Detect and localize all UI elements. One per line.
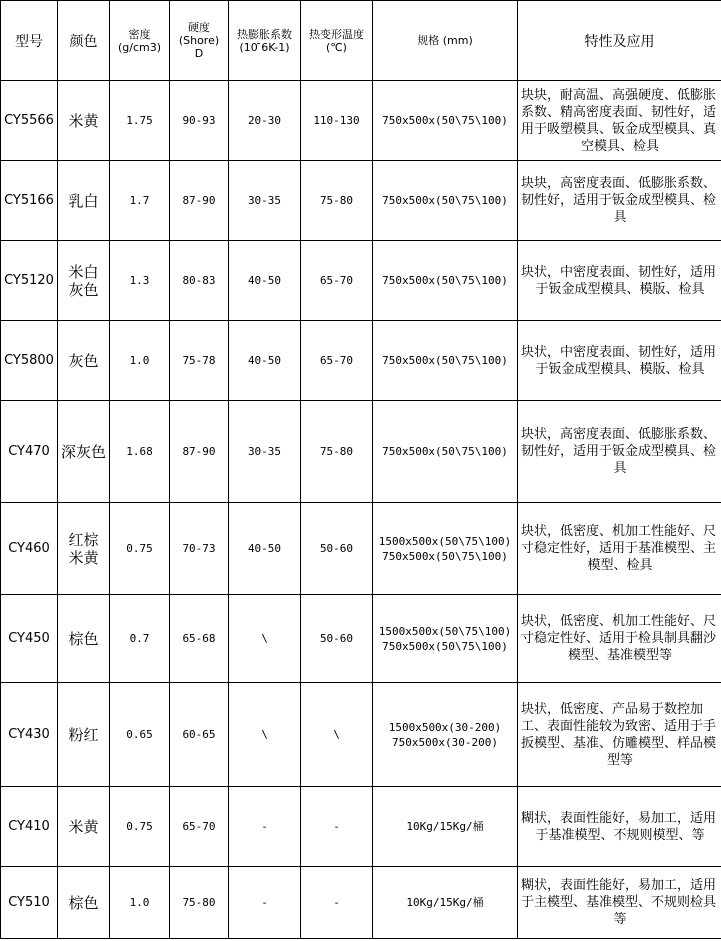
cell-model: CY5120 xyxy=(1,241,58,321)
header-hardness xyxy=(170,1,229,81)
cell-model: CY450 xyxy=(1,595,58,683)
header-deform-label: 热变形温度 xyxy=(309,27,364,41)
header-density-label: 密度 xyxy=(128,27,151,41)
cell-deform: 50-60 xyxy=(301,595,373,683)
cell-spec-line: 750x500x(50\75\100) xyxy=(382,445,508,458)
cell-spec-line: 10Kg/15Kg/桶 xyxy=(406,896,484,909)
table-row xyxy=(1,595,721,683)
cell-spec xyxy=(373,683,518,787)
cell-deform: 50-60 xyxy=(301,503,373,595)
cell-hardness: 70-73 xyxy=(170,503,229,595)
cell-density: 1.75 xyxy=(110,81,170,161)
cell-color xyxy=(58,787,110,867)
cell-deform: - xyxy=(301,867,373,939)
cell-spec xyxy=(373,321,518,401)
table-row xyxy=(1,683,721,787)
cell-hardness: 80-83 xyxy=(170,241,229,321)
cell-features: 块状，低密度、产品易于数控加工、表面性能较为致密、适用于手扳模型、基准、仿雕模型、样品模型等 xyxy=(518,683,721,787)
cell-features: 块块，耐高温、高强硬度、低膨胀系数、精高密度表面、韧性好，适用于吸塑模具、钣金成型模具、真空模具、检具 xyxy=(518,81,721,161)
cell-deform: 75-80 xyxy=(301,401,373,503)
cell-hardness: 60-65 xyxy=(170,683,229,787)
cell-expansion: 40-50 xyxy=(229,503,301,595)
cell-color-line: 米白 xyxy=(68,262,99,281)
cell-hardness: 65-70 xyxy=(170,787,229,867)
header-expansion-label: 热膨胀系数 xyxy=(237,27,292,41)
cell-spec-line: 750x500x(30-200) xyxy=(392,735,498,749)
cell-density: 1.0 xyxy=(110,321,170,401)
cell-expansion: 40-50 xyxy=(229,241,301,321)
cell-spec-line: 1500x500x(30-200) xyxy=(388,720,502,734)
cell-spec-line: 1500x500x(50\75\100) xyxy=(378,534,512,548)
cell-spec-line: 750x500x(50\75\100) xyxy=(382,274,508,287)
header-hardness-unit: (Shore) xyxy=(178,34,220,47)
table-row xyxy=(1,867,721,939)
cell-features: 块状，低密度、机加工性能好、尺寸稳定性好、适用于检具制具翻沙模型、基准模型等 xyxy=(518,595,721,683)
cell-features: 糊状，表面性能好，易加工，适用于基准模型、不规则模型、等 xyxy=(518,787,721,867)
cell-hardness: 75-80 xyxy=(170,867,229,939)
header-spec: 规格 (mm) xyxy=(373,1,518,81)
cell-color-line: 乳白 xyxy=(68,191,99,210)
table-row xyxy=(1,241,721,321)
cell-features: 块状，高密度表面、低膨胀系数、韧性好，适用于钣金成型模具、检具 xyxy=(518,401,721,503)
cell-model: CY460 xyxy=(1,503,58,595)
header-expansion-unit: (10 ̄6K-1) xyxy=(239,40,290,54)
cell-color-line: 米黄 xyxy=(68,111,99,130)
header-row xyxy=(1,1,721,81)
cell-density: 1.3 xyxy=(110,241,170,321)
header-deform-unit: (℃) xyxy=(326,40,347,54)
cell-hardness: 90-93 xyxy=(170,81,229,161)
cell-expansion: 20-30 xyxy=(229,81,301,161)
header-density xyxy=(110,1,170,81)
table-body xyxy=(1,81,721,939)
cell-deform: 65-70 xyxy=(301,321,373,401)
table-row xyxy=(1,321,721,401)
header-density-unit: (g/cm3) xyxy=(117,40,162,54)
cell-model: CY5800 xyxy=(1,321,58,401)
header-model: 型号 xyxy=(1,1,58,81)
cell-spec-line: 750x500x(50\75\100) xyxy=(382,354,508,367)
cell-hardness: 87-90 xyxy=(170,161,229,241)
cell-expansion: - xyxy=(229,787,301,867)
cell-color xyxy=(58,595,110,683)
cell-color-line: 红棕 xyxy=(68,530,99,549)
cell-deform: \ xyxy=(301,683,373,787)
cell-color xyxy=(58,867,110,939)
cell-spec-line: 750x500x(50\75\100) xyxy=(382,194,508,207)
cell-color xyxy=(58,683,110,787)
cell-features: 糊状，表面性能好，易加工，适用于主模型、基准模型、不规则检具等 xyxy=(518,867,721,939)
cell-expansion: \ xyxy=(229,595,301,683)
cell-color-line: 棕色 xyxy=(68,893,99,912)
cell-hardness: 75-78 xyxy=(170,321,229,401)
cell-color xyxy=(58,241,110,321)
cell-spec-line: 10Kg/15Kg/桶 xyxy=(406,820,484,833)
cell-color-line: 粉红 xyxy=(68,725,99,744)
cell-expansion: 30-35 xyxy=(229,161,301,241)
header-deform xyxy=(301,1,373,81)
cell-color xyxy=(58,81,110,161)
cell-expansion: - xyxy=(229,867,301,939)
cell-color-line: 灰色 xyxy=(68,280,99,299)
cell-color xyxy=(58,503,110,595)
cell-color-line: 棕色 xyxy=(68,629,99,648)
cell-spec xyxy=(373,401,518,503)
cell-model: CY5166 xyxy=(1,161,58,241)
cell-density: 1.0 xyxy=(110,867,170,939)
cell-deform: 110-130 xyxy=(301,81,373,161)
cell-hardness: 65-68 xyxy=(170,595,229,683)
cell-color-line: 深灰色 xyxy=(60,442,106,461)
header-features: 特性及应用 xyxy=(518,1,721,81)
header-color: 颜色 xyxy=(58,1,110,81)
cell-model: CY470 xyxy=(1,401,58,503)
cell-model: CY430 xyxy=(1,683,58,787)
header-hardness-label: 硬度 xyxy=(188,21,210,34)
cell-deform: 75-80 xyxy=(301,161,373,241)
cell-spec xyxy=(373,867,518,939)
cell-color xyxy=(58,161,110,241)
cell-color-line: 米黄 xyxy=(68,548,99,567)
cell-density: 0.75 xyxy=(110,787,170,867)
table-row xyxy=(1,401,721,503)
cell-features: 块状，中密度表面、韧性好，适用于钣金成型模具、模版、检具 xyxy=(518,241,721,321)
cell-spec xyxy=(373,161,518,241)
cell-spec xyxy=(373,787,518,867)
cell-expansion: 40-50 xyxy=(229,321,301,401)
cell-expansion: 30-35 xyxy=(229,401,301,503)
cell-density: 1.7 xyxy=(110,161,170,241)
cell-color-line: 灰色 xyxy=(68,351,99,370)
cell-deform: - xyxy=(301,787,373,867)
cell-density: 0.75 xyxy=(110,503,170,595)
table-row xyxy=(1,161,721,241)
cell-spec xyxy=(373,241,518,321)
cell-model: CY5566 xyxy=(1,81,58,161)
table-row xyxy=(1,81,721,161)
cell-spec xyxy=(373,595,518,683)
header-hardness-scale: D xyxy=(194,47,204,60)
cell-features: 块状，中密度表面、韧性好，适用于钣金成型模具、模版、检具 xyxy=(518,321,721,401)
cell-color-line: 米黄 xyxy=(68,817,99,836)
cell-spec-line: 750x500x(50\75\100) xyxy=(382,549,508,563)
cell-color xyxy=(58,321,110,401)
table-row xyxy=(1,503,721,595)
cell-color xyxy=(58,401,110,503)
cell-deform: 65-70 xyxy=(301,241,373,321)
cell-spec-line: 750x500x(50\75\100) xyxy=(382,639,508,653)
cell-model: CY410 xyxy=(1,787,58,867)
table-row xyxy=(1,787,721,867)
cell-density: 0.7 xyxy=(110,595,170,683)
cell-features: 块块，高密度表面、低膨胀系数、韧性好，适用于钣金成型模具、检具 xyxy=(518,161,721,241)
cell-model: CY510 xyxy=(1,867,58,939)
cell-spec xyxy=(373,503,518,595)
cell-density: 1.68 xyxy=(110,401,170,503)
cell-spec-line: 1500x500x(50\75\100) xyxy=(378,624,512,638)
cell-expansion: \ xyxy=(229,683,301,787)
cell-hardness: 87-90 xyxy=(170,401,229,503)
cell-density: 0.65 xyxy=(110,683,170,787)
cell-spec-line: 750x500x(50\75\100) xyxy=(382,114,508,127)
header-expansion xyxy=(229,1,301,81)
cell-features: 块状，低密度、机加工性能好、尺寸稳定性好，适用于基准模型、主模型、检具 xyxy=(518,503,721,595)
cell-spec xyxy=(373,81,518,161)
